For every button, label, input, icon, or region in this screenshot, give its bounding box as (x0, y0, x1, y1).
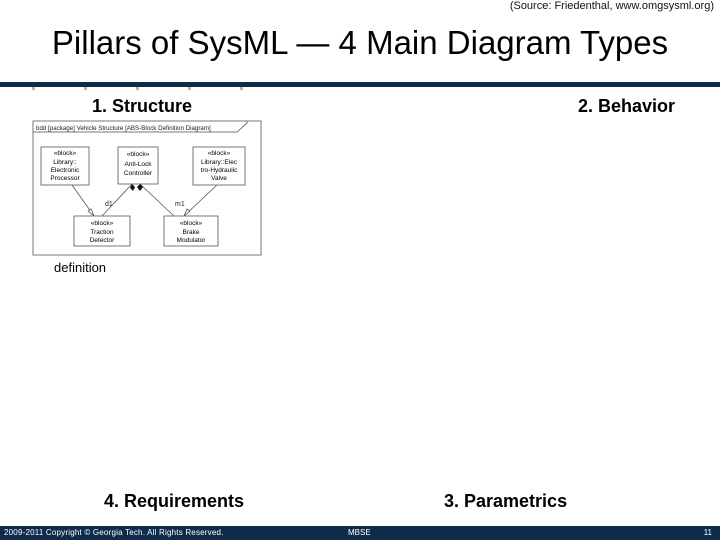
svg-text:«block»: «block» (207, 150, 231, 157)
footer-copyright: 2009-2011 Copyright © Georgia Tech. All Rights Reserved. (4, 528, 224, 537)
svg-text:«block»: «block» (179, 220, 203, 227)
bdd-header: bdd [package] Vehicle Structure [ABS-Block Definition Diagram] (36, 125, 211, 132)
svg-text:Traction: Traction (90, 229, 114, 236)
svg-text:«block»: «block» (126, 151, 150, 158)
quadrant-label-requirements: 4. Requirements (104, 491, 245, 511)
page-number: 11 (703, 528, 712, 537)
svg-text:Controller: Controller (123, 170, 153, 177)
bdd-block-traction-detector (74, 216, 130, 246)
svg-text:tro-Hydraulic: tro-Hydraulic (200, 167, 238, 174)
quadrant-label-structure: 1. Structure (92, 96, 193, 116)
svg-text:Brake: Brake (182, 229, 200, 236)
svg-text:Detector: Detector (89, 237, 115, 244)
bdd-block-anti-lock-controller (118, 147, 158, 184)
bdd-block-electro-hydraulic-valve (193, 147, 245, 185)
svg-text:Valve: Valve (211, 175, 227, 182)
slide-title: Pillars of SysML — 4 Main Diagram Types (51, 24, 669, 61)
svg-text:Electronic: Electronic (50, 167, 80, 174)
bdd-frame (33, 121, 261, 255)
bdd-block-electronic-processor (41, 147, 89, 185)
bdd-block-brake-modulator (164, 216, 218, 246)
svg-text:«block»: «block» (90, 220, 114, 227)
bdd-role-m1: m1 (175, 201, 185, 208)
quadrant-label-behavior: 2. Behavior (578, 96, 676, 116)
block-definition-diagram (32, 120, 262, 256)
title-rule-bar (0, 82, 720, 87)
svg-text:Library::: Library:: (53, 159, 77, 166)
bdd-role-d1: d1 (105, 201, 113, 208)
quadrant-label-parametrics: 3. Parametrics (444, 491, 568, 511)
title-rule (0, 82, 720, 90)
footer-course: MBSE (348, 528, 371, 537)
title-rule-dots (32, 87, 243, 90)
svg-text:Modulator: Modulator (176, 237, 206, 244)
definition-label: definition (54, 260, 107, 275)
svg-text:Anti-Lock: Anti-Lock (124, 161, 152, 168)
svg-text:«block»: «block» (53, 150, 77, 157)
svg-text:Processor: Processor (50, 175, 80, 182)
source-citation: (Source: Friedenthal, www.omgsysml.org) (509, 0, 714, 12)
svg-text:Library::Elec: Library::Elec (200, 159, 238, 166)
